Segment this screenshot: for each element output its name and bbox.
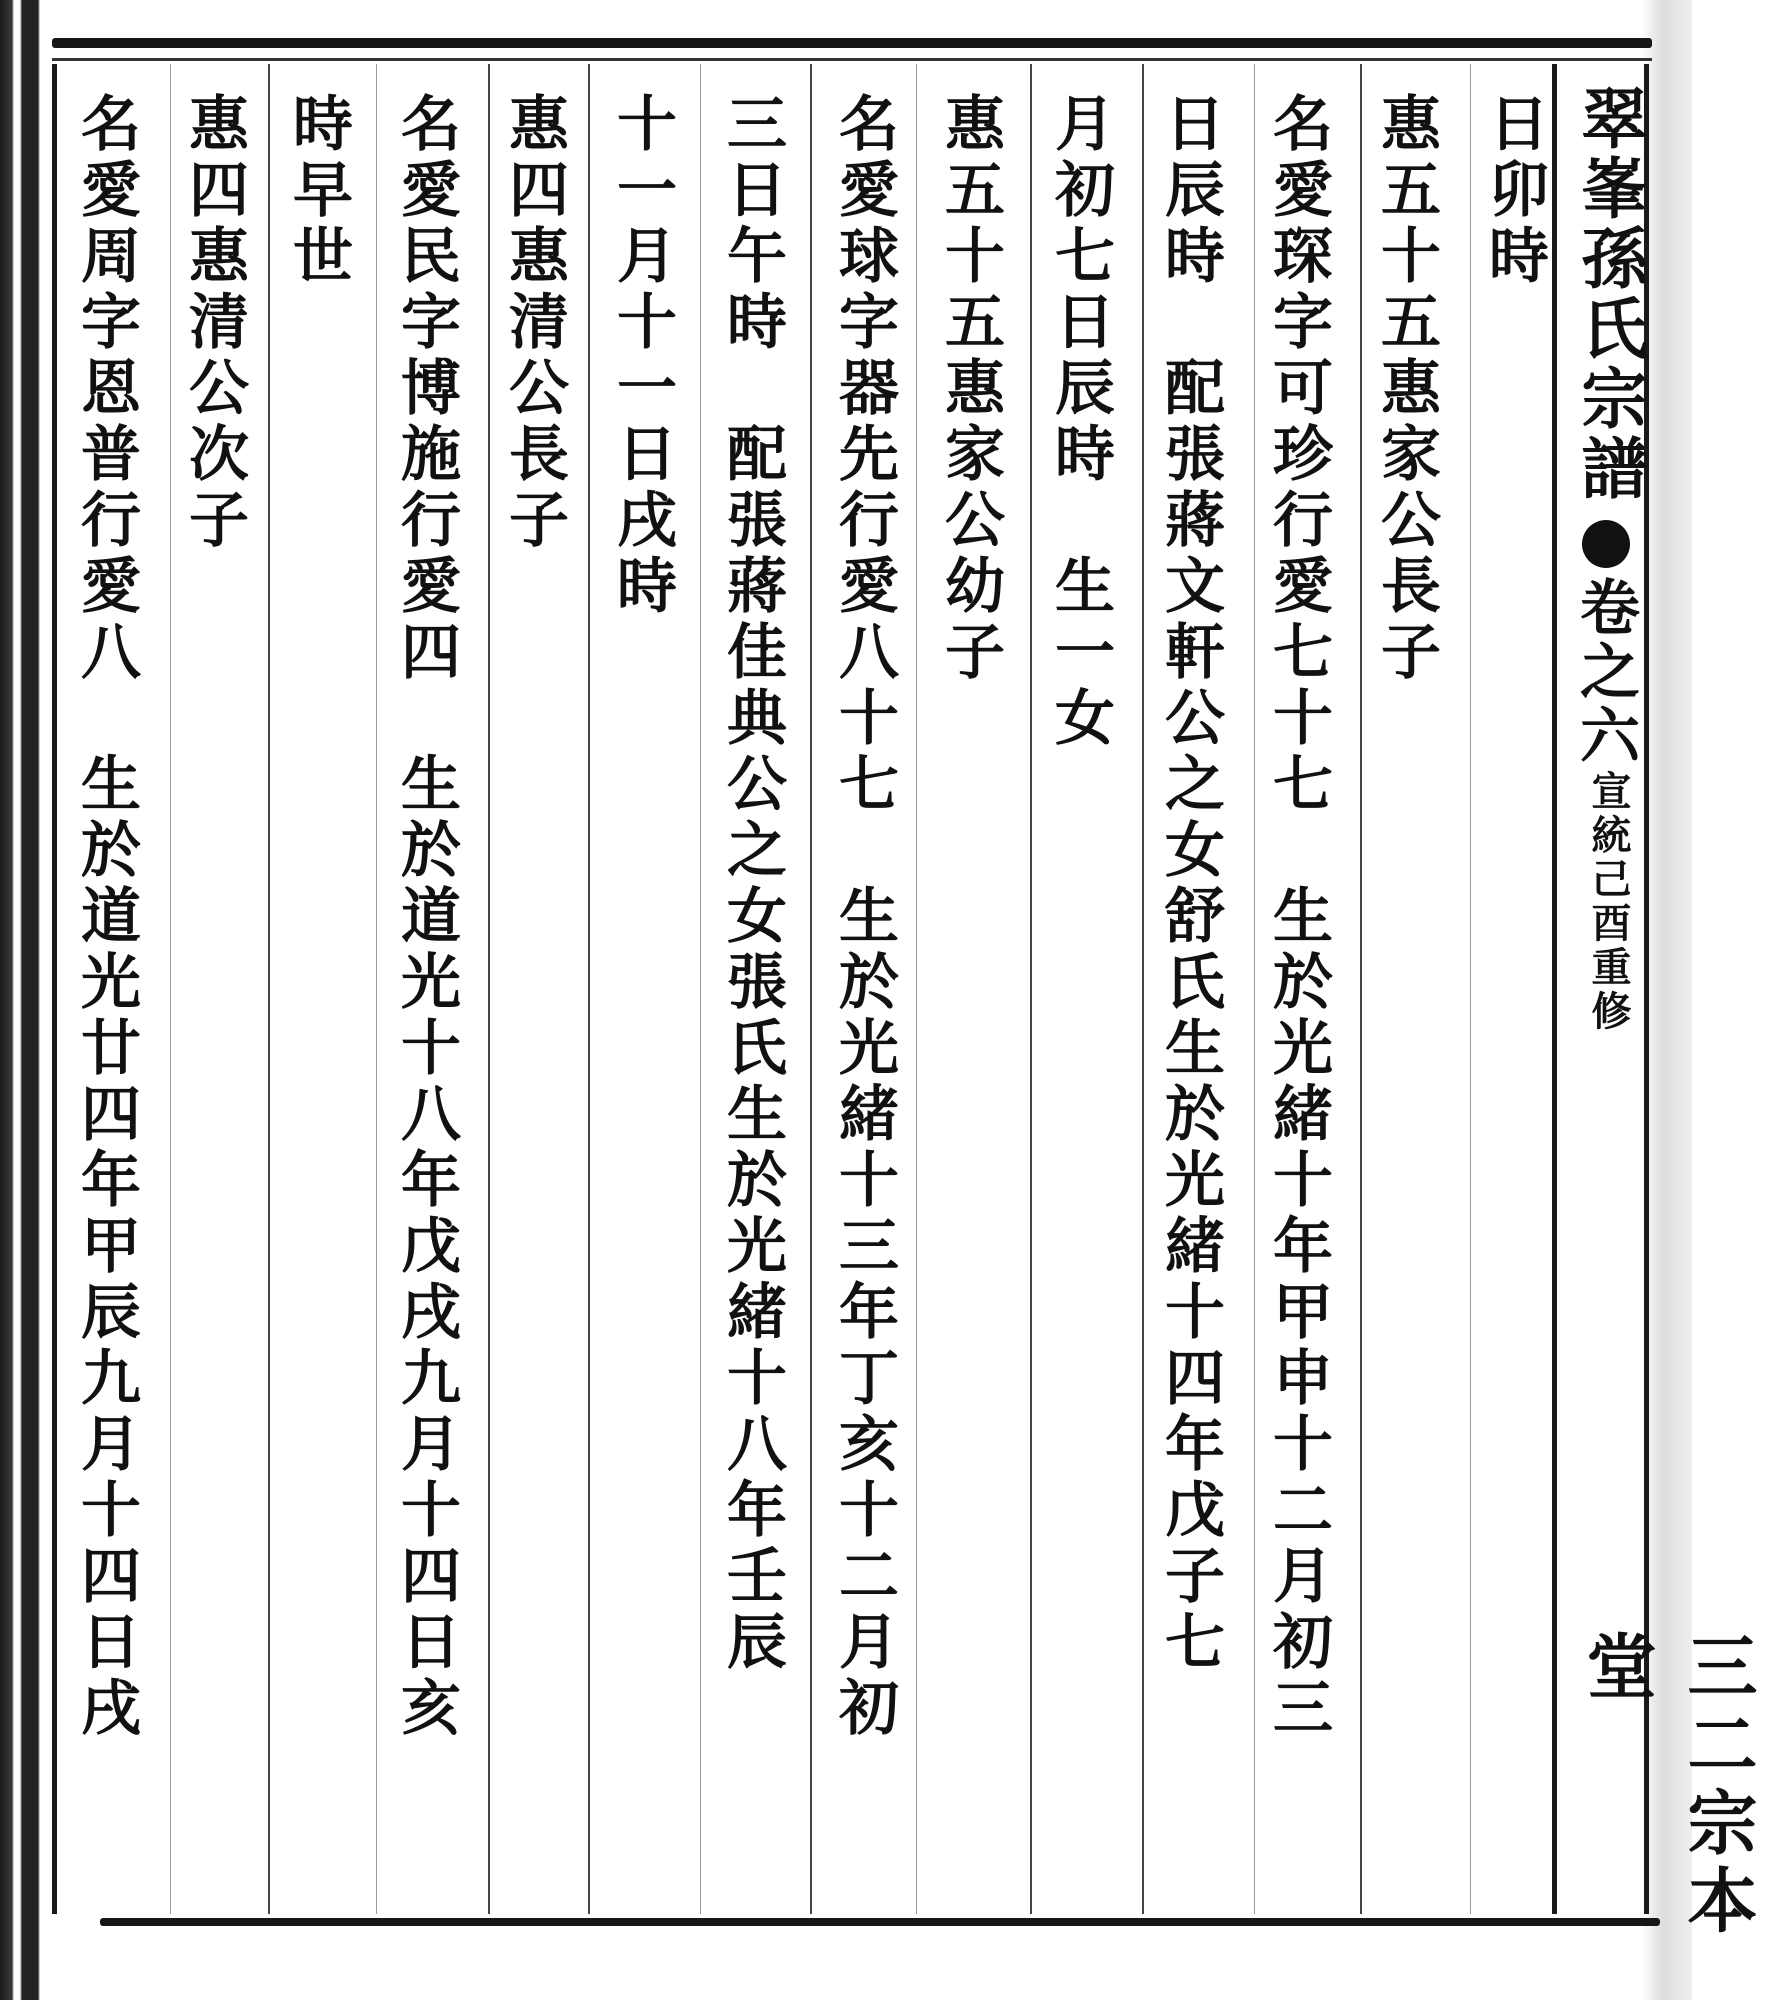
text-column-1: 日卯時 (1479, 92, 1549, 290)
top-border-rule (52, 38, 1652, 48)
column-divider (1470, 64, 1471, 1914)
column-divider (810, 64, 812, 1914)
text-column-3: 名愛琛字可珍行愛七十七 生於光緒十年甲申十二月初三 (1263, 92, 1333, 1742)
text-column-5: 月初七日辰時 生一女 (1045, 92, 1115, 752)
text-column-13: 惠四惠清公次子 (179, 92, 249, 554)
column-divider (1254, 64, 1255, 1914)
text-column-14: 名愛周字恩普行愛八 生於道光廿四年甲辰九月十四日戌 (71, 92, 141, 1742)
column-divider (376, 64, 377, 1914)
column-divider (1142, 64, 1144, 1914)
text-column-4: 日辰時 配張蔣文軒公之女舒氏生於光緒十四年戊子七 (1155, 92, 1225, 1676)
book-spine-edge (0, 0, 40, 2000)
volume-label: 卷之六 (1570, 576, 1640, 768)
text-column-6: 惠五十五惠家公幼子 (935, 92, 1005, 686)
top-inner-rule (52, 58, 1652, 61)
text-column-2: 惠五十五惠家公長子 (1371, 92, 1441, 686)
left-frame-line (52, 64, 57, 1914)
edition-note: 宣統己酉重修 (1585, 770, 1632, 1034)
column-divider (916, 64, 917, 1914)
column-divider (700, 64, 701, 1914)
column-divider (1030, 64, 1032, 1914)
text-column-7: 名愛球字器先行愛八十七 生於光緒十三年丁亥十二月初 (829, 92, 899, 1742)
volume-marker (1582, 520, 1630, 568)
text-column-12: 時早世 (283, 92, 353, 290)
text-column-9: 十一月十一日戌時 (607, 92, 677, 620)
column-divider (488, 64, 490, 1914)
column-divider (588, 64, 590, 1914)
text-column-8: 三日午時 配張蔣佳典公之女張氏生於光緒十八年壬辰 (717, 92, 787, 1676)
bottom-border-rule (100, 1918, 1660, 1926)
text-column-11: 名愛民字博施行愛四 生於道光十八年戊戌九月十四日亥 (391, 92, 461, 1742)
column-divider (170, 64, 171, 1914)
title-band-left-line (1552, 64, 1557, 1914)
column-divider (268, 64, 270, 1914)
hall-name: 三二宗本堂 (1575, 1630, 1759, 1942)
column-divider (1360, 64, 1362, 1914)
book-title: 翠峯孫氏宗譜 (1570, 84, 1648, 504)
text-column-10: 惠四惠清公長子 (499, 92, 569, 554)
